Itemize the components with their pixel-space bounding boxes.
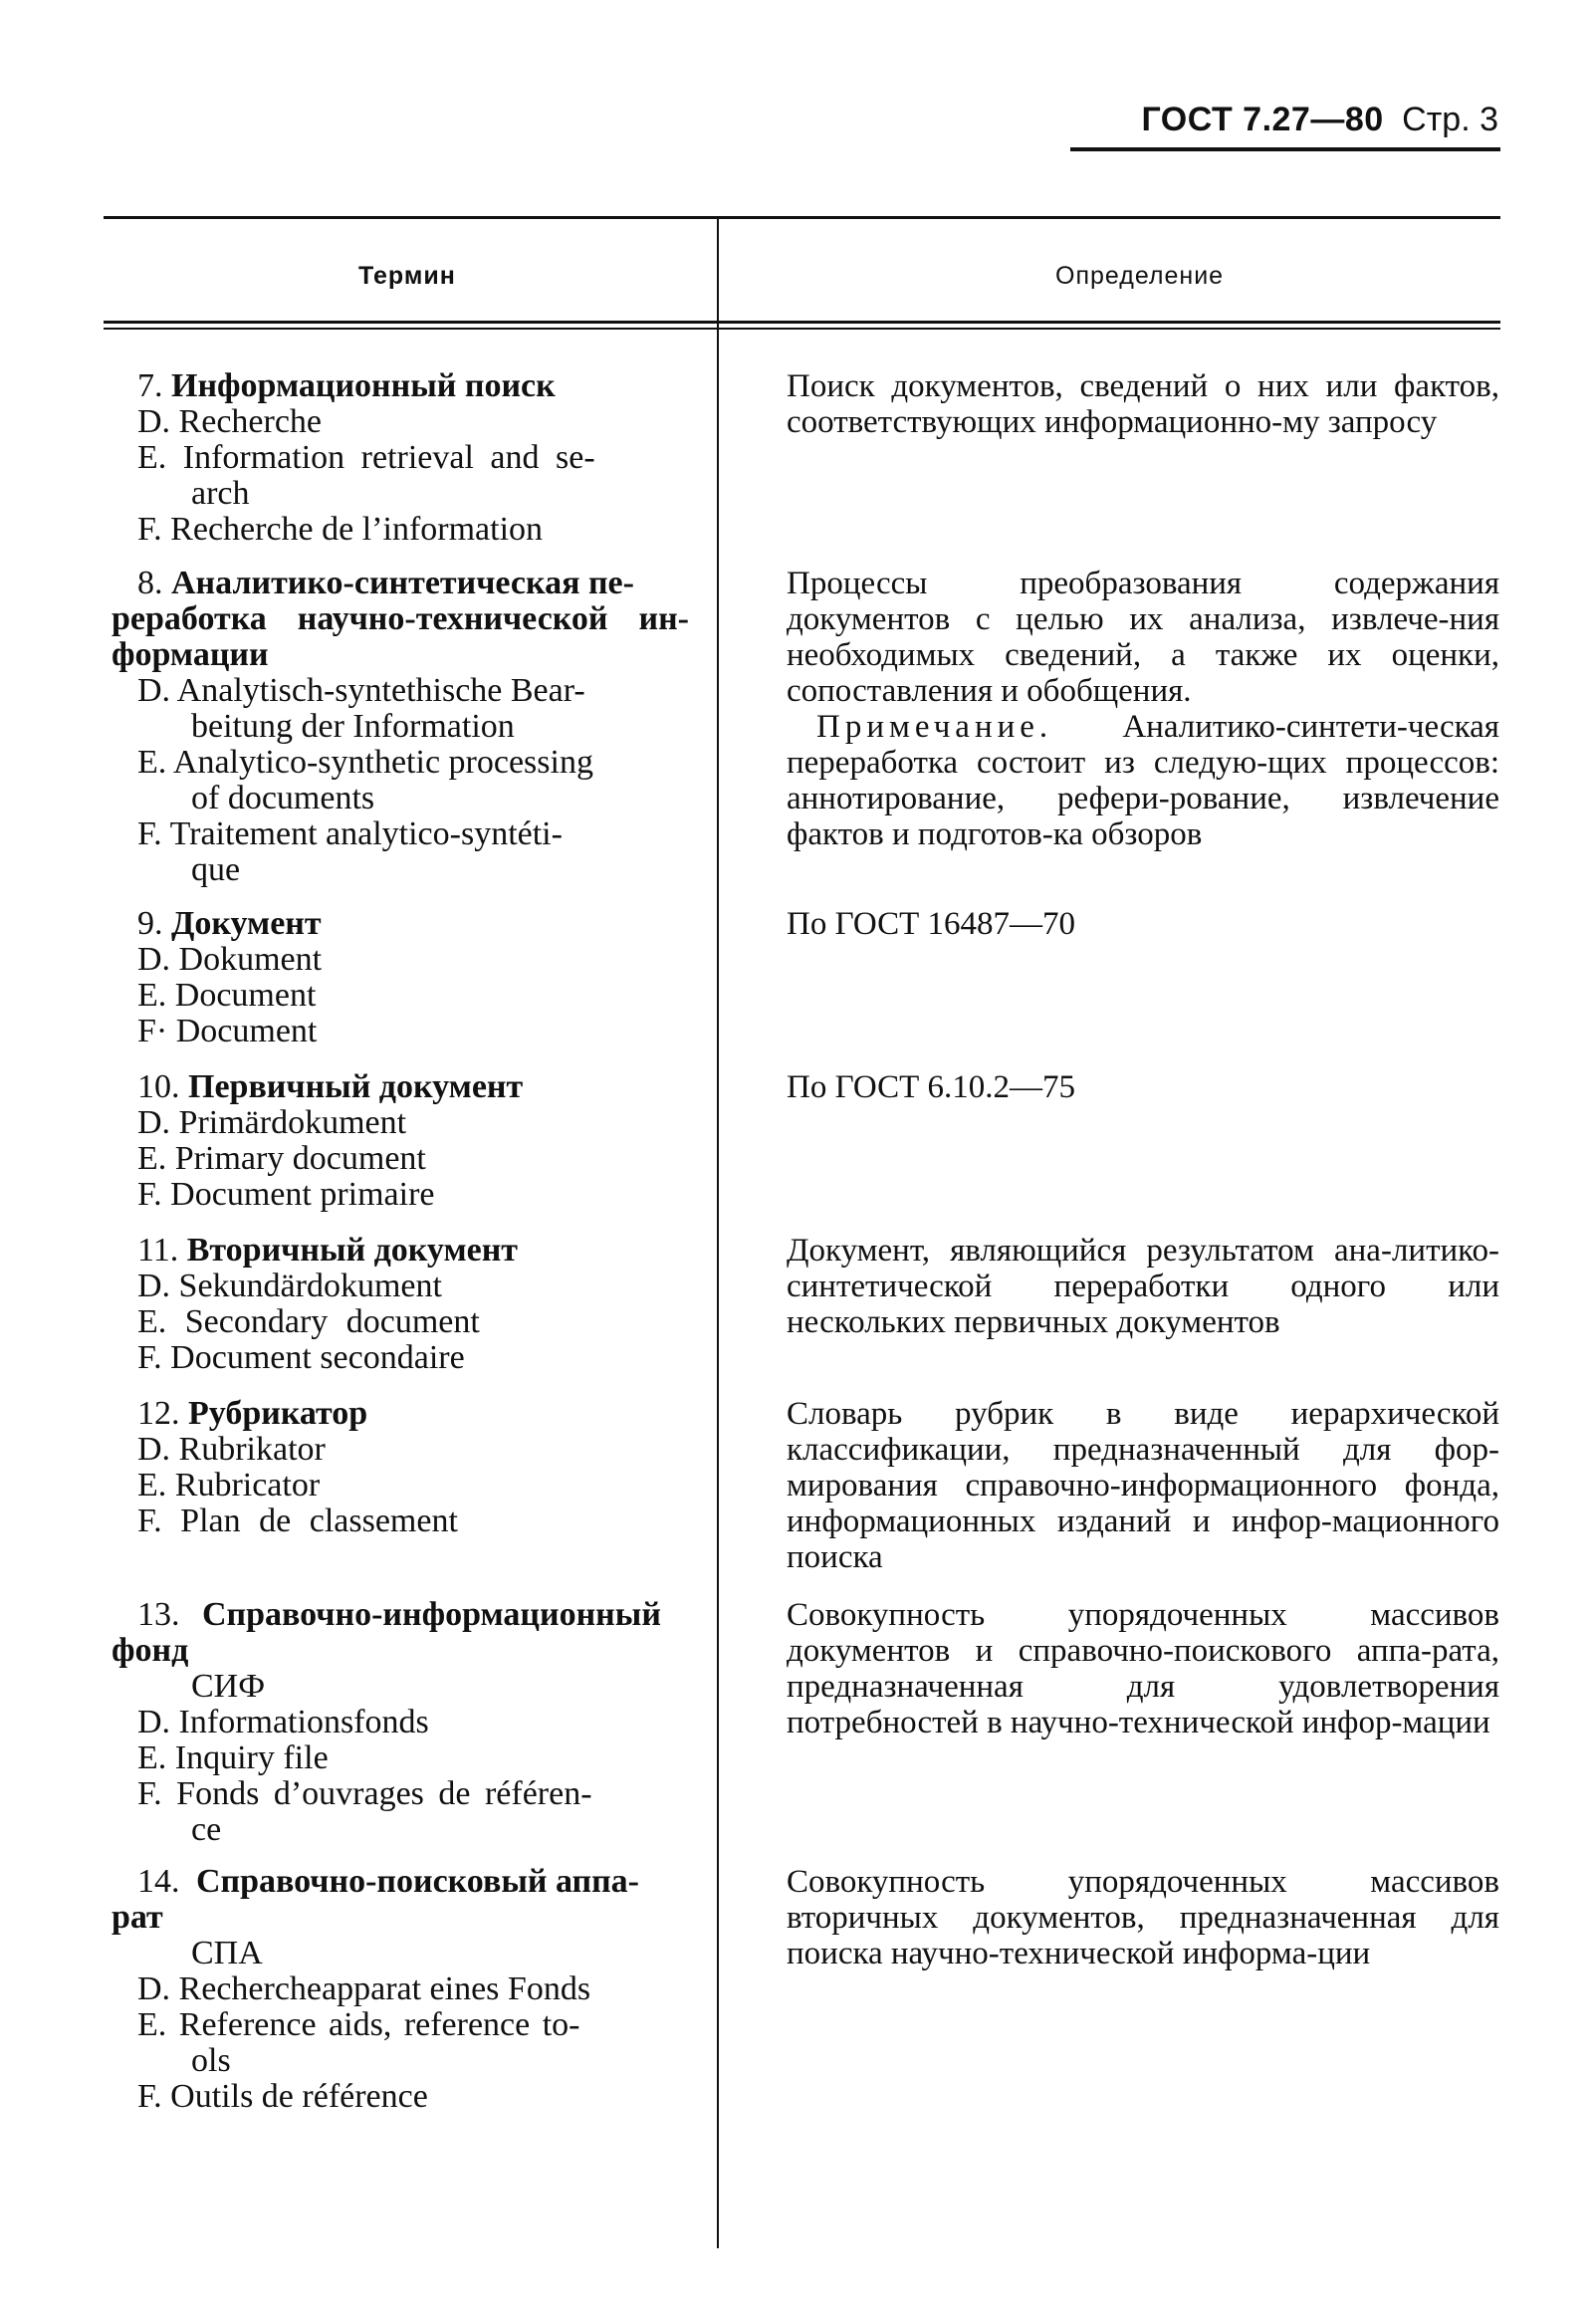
term-fr: F· Document: [137, 1013, 318, 1049]
term-name-cont: рат: [112, 1899, 163, 1936]
term-entry-10: [112, 1069, 699, 1213]
term-de: D. Rubrikator: [137, 1431, 326, 1468]
term-name: Рубрикатор: [188, 1395, 368, 1432]
definition-10: По ГОСТ 6.10.2—75: [787, 1069, 1075, 1105]
term-de: D. Rechercheapparat eines Fonds: [137, 1970, 591, 2007]
term-en-cont: of documents: [191, 780, 375, 816]
term-entry-9: [112, 906, 699, 1049]
note-text: Аналитико-синтети-ческая переработка состоит из следую-щих процессов: аннотирование, рефери-рование, извлечение фактов и подготов-ка обзоров: [787, 709, 1499, 852]
term-en: E. Primary document: [137, 1140, 426, 1177]
term-en: E. Analytico-synthetic processing: [137, 744, 593, 781]
definition-13: Совокупность упорядоченных массивов документов и справочно-поискового аппа-рата, предназначенная для удовлетворения потребностей в научно-технической инфор-мации: [787, 1597, 1499, 1740]
page-header: [1141, 100, 1498, 140]
table-top-rule: [104, 216, 1500, 219]
term-name: Документ: [171, 905, 322, 942]
definition-note: [787, 709, 1499, 852]
term-fr-cont: ce: [191, 1811, 222, 1848]
term-name: Справочно-информационный: [202, 1596, 661, 1633]
term-entry-7: [112, 368, 699, 548]
term-de: D. Sekundärdokument: [137, 1268, 442, 1304]
term-number: 13.: [137, 1596, 180, 1633]
term-de: D. Primärdokument: [137, 1104, 407, 1141]
term-name: Информационный поиск: [171, 367, 556, 404]
term-fr: F. Recherche de l’information: [137, 511, 544, 548]
term-de: D. Dokument: [137, 941, 323, 978]
term-de: D. Recherche: [137, 403, 323, 440]
definition-14: Совокупность упорядоченных массивов вторичных документов, предназначенная для поиска научно-технической информа-ции: [787, 1864, 1499, 1971]
term-title: [112, 1396, 699, 1432]
term-name: Первичный документ: [188, 1068, 524, 1105]
term-fr: F. Document secondaire: [137, 1339, 465, 1376]
term-name: Справочно-поисковый аппа-: [196, 1863, 640, 1900]
term-abbreviation: СПА: [191, 1935, 263, 1971]
definition-8: [787, 566, 1499, 852]
term-title: [112, 1233, 699, 1269]
term-number: 9.: [137, 905, 163, 942]
term-en-cont: ols: [191, 2042, 231, 2079]
term-entry-13: [112, 1597, 699, 1848]
term-name-cont: реработка научно-технической ин-формации: [112, 600, 689, 673]
term-name: Аналитико-синтетическая пе-: [171, 565, 634, 601]
term-entry-8: [112, 566, 699, 888]
term-title: [112, 1864, 699, 1900]
term-fr: F. Traitement analytico-syntéti-: [137, 815, 563, 852]
term-title: [112, 906, 699, 942]
term-en: E. Reference aids, reference to-: [137, 2006, 580, 2043]
term-fr: F. Outils de référence: [137, 2078, 428, 2115]
table-header-rule-double: [104, 328, 1500, 330]
term-name: Вторичный документ: [186, 1232, 518, 1269]
term-number: 14.: [137, 1863, 180, 1900]
definition-9: По ГОСТ 16487—70: [787, 906, 1075, 942]
term-en: E. Rubricator: [137, 1467, 321, 1503]
table-header-rule: [104, 321, 1500, 324]
standard-number: ГОСТ 7.27—80: [1141, 101, 1384, 138]
term-number: 7.: [137, 367, 163, 404]
term-en: E. Document: [137, 977, 317, 1014]
term-fr-cont: que: [191, 851, 241, 888]
term-abbreviation: СИФ: [191, 1668, 266, 1705]
note-label: Примечание.: [816, 709, 1053, 745]
term-en-cont: arch: [191, 475, 250, 512]
term-number: 8.: [137, 565, 163, 601]
term-title: [112, 1597, 699, 1633]
term-title: [112, 368, 699, 404]
definition-text: Процессы преобразования содержания документов с целью их анализа, извлече-ния необходимых сведений, а также их оценки, сопоставления и обобщения.: [787, 566, 1499, 709]
term-number: 11.: [137, 1232, 179, 1269]
term-de: D. Analytisch-syntethische Bear-: [137, 672, 585, 709]
term-name-cont: фонд: [112, 1632, 189, 1669]
page-number: Стр. 3: [1402, 101, 1498, 138]
term-en: E. Information retrieval and se-: [137, 439, 595, 476]
definition-7: Поиск документов, сведений о них или фактов, соответствующих информационно-му запросу: [787, 368, 1499, 440]
column-divider: [717, 217, 719, 2248]
term-en: E. Inquiry file: [137, 1739, 329, 1776]
term-entry-14: [112, 1864, 699, 2115]
term-fr: F. Fonds d’ouvrages de référen-: [137, 1775, 592, 1812]
term-de-cont: beitung der Information: [191, 708, 515, 745]
term-title: [112, 1069, 699, 1105]
term-number: 10.: [137, 1068, 180, 1105]
term-entry-12: [112, 1396, 699, 1539]
term-en: E. Secondary document: [137, 1303, 480, 1340]
definition-12: Словарь рубрик в виде иерархической классификации, предназначенный для фор-мирования справочно-информационного фонда, информационных изданий и инфор-мационного поиска: [787, 1396, 1499, 1575]
term-de: D. Informationsfonds: [137, 1704, 429, 1740]
column-header-term: Термин: [358, 262, 456, 290]
definition-11: Документ, являющийся результатом ана-литико-синтетической переработки одного или нескольких первичных документов: [787, 1233, 1499, 1340]
header-rule: [1070, 147, 1500, 151]
column-header-definition: Определение: [1055, 262, 1225, 290]
term-entry-11: [112, 1233, 699, 1376]
term-fr: F. Plan de classement: [137, 1503, 458, 1539]
term-number: 12.: [137, 1395, 180, 1432]
term-fr: F. Document primaire: [137, 1176, 435, 1213]
term-title: [112, 566, 699, 601]
